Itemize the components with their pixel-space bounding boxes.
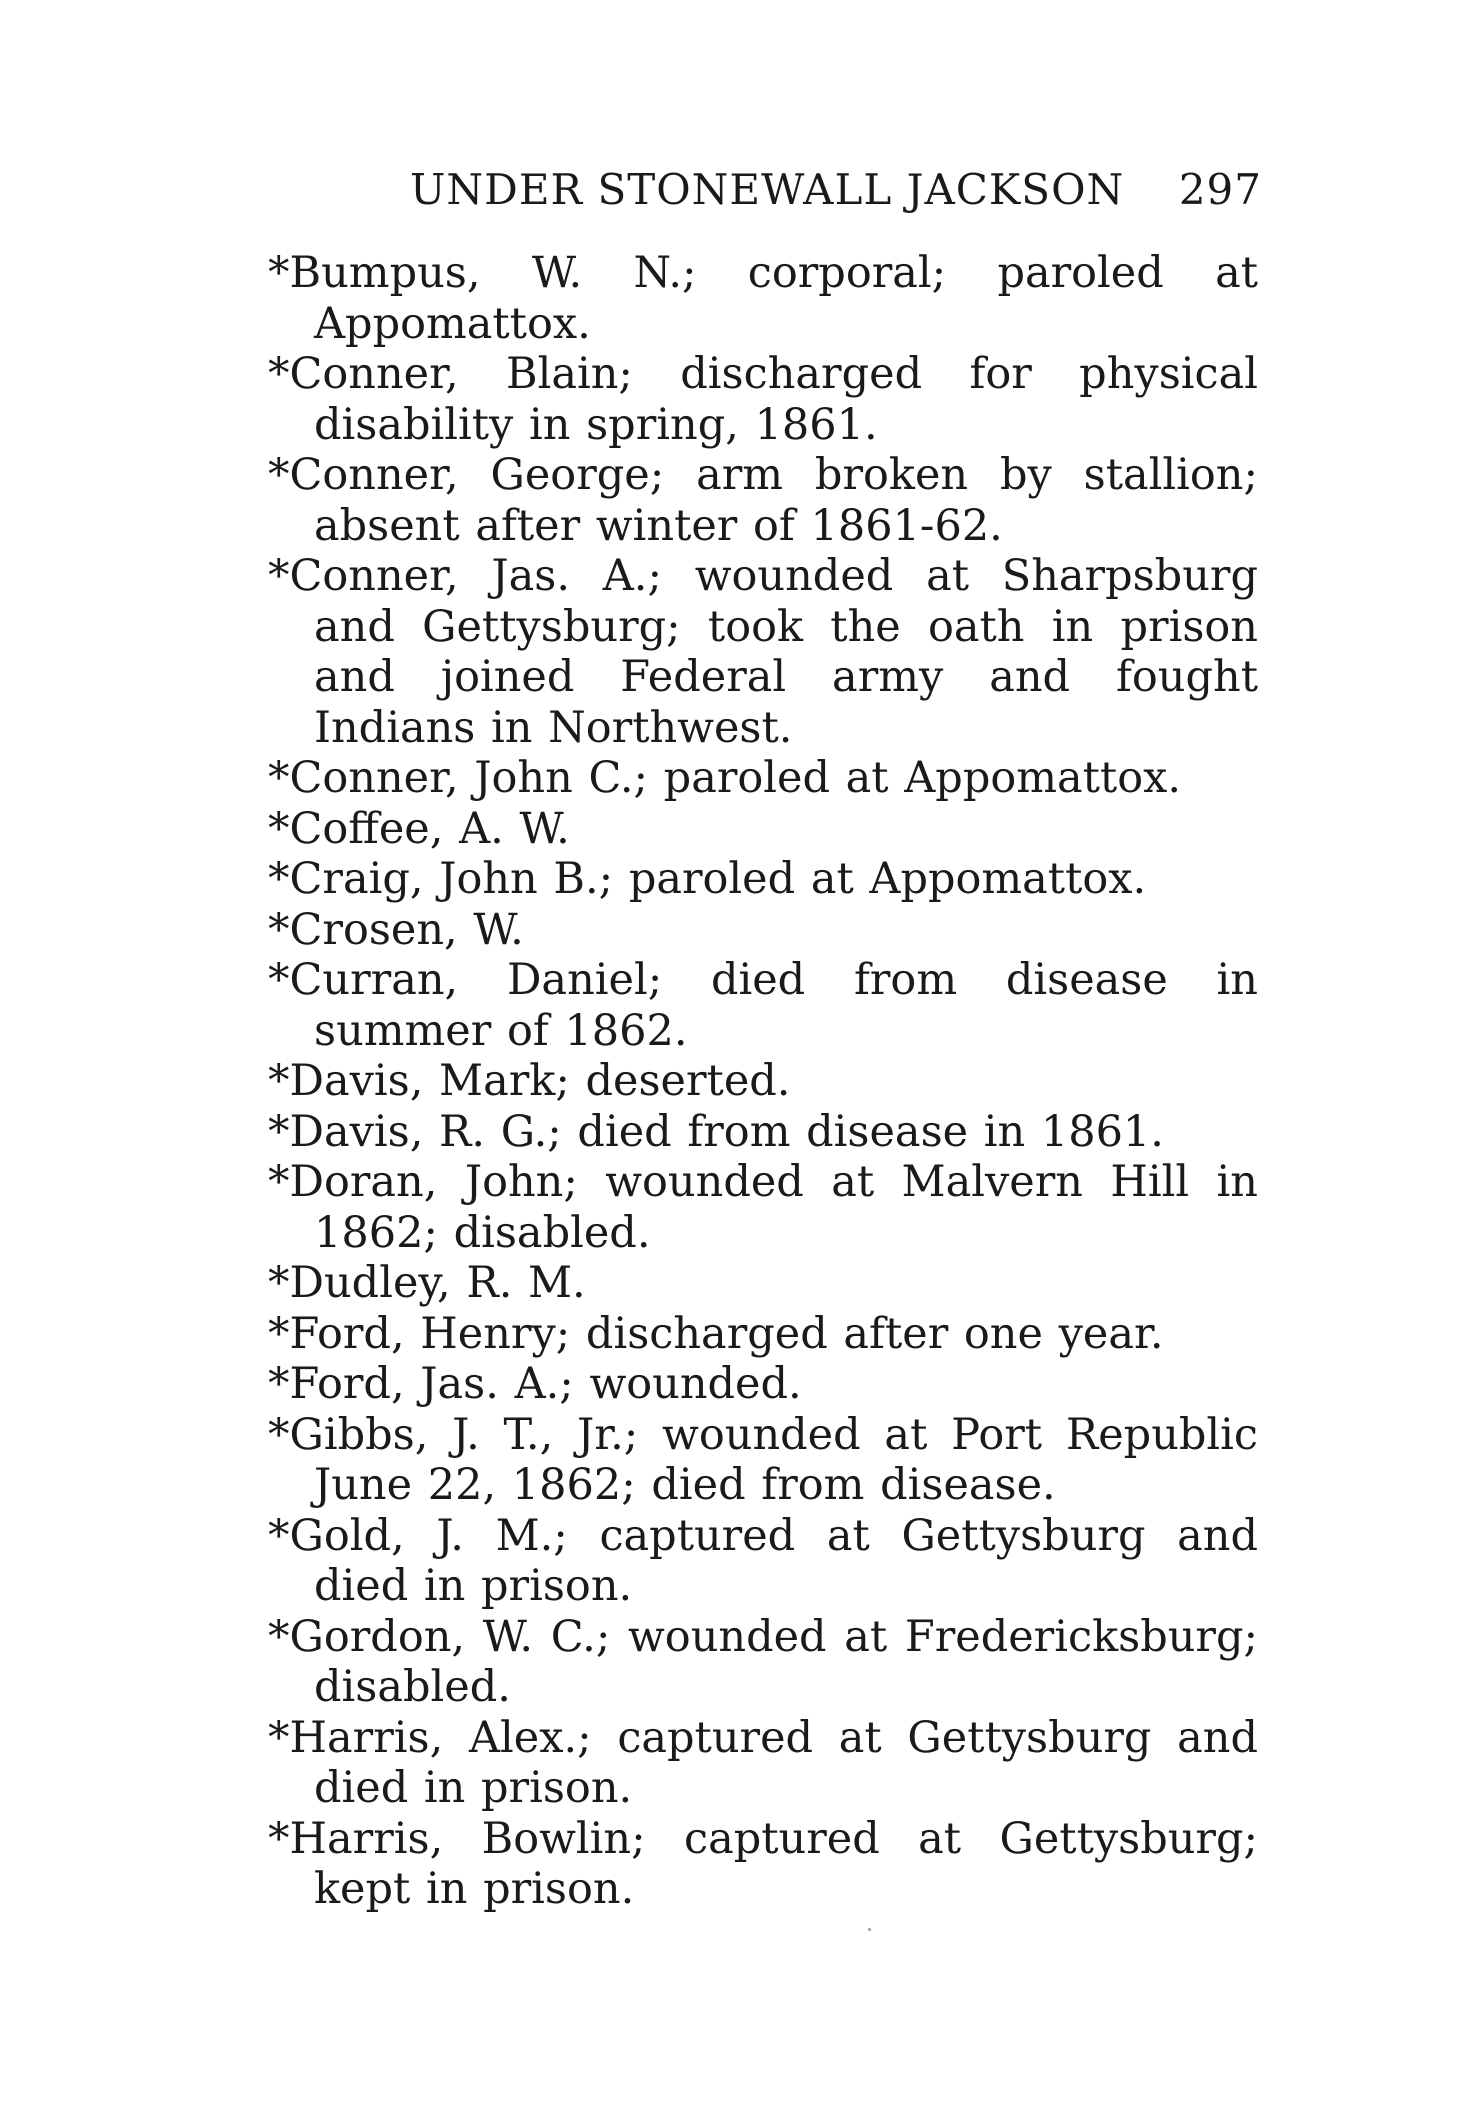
roster-entry: *Conner, George; arm broken by stallion; absent after winter of 1861-62. xyxy=(268,450,1258,551)
roster-entry: *Davis, Mark; deserted. xyxy=(268,1056,791,1106)
roster-entry: *Gold, J. M.; captured at Gettysburg and died in prison. xyxy=(268,1510,1258,1611)
roster-entry: *Doran, John; wounded at Malvern Hill in 1862; disabled. xyxy=(268,1157,1258,1258)
roster-entry: *Gibbs, J. T., Jr.; wounded at Port Republic June 22, 1862; died from disease. xyxy=(268,1409,1258,1510)
page-number: 297 xyxy=(1178,165,1262,214)
roster-entry: *Gordon, W. C.; wounded at Fredericksburg; disabled. xyxy=(268,1611,1258,1712)
roster-entry: *Bumpus, W. N.; corporal; paroled at Appomattox. xyxy=(268,248,1258,349)
roster-entry: *Conner, Jas. A.; wounded at Sharpsburg and Gettysburg; took the oath in prison and joined Federal army and fought Indians in Northwest. xyxy=(268,551,1258,753)
print-speck xyxy=(868,1928,871,1931)
roster-entry: *Crosen, W. xyxy=(268,904,524,955)
roster-entry: *Conner, John C.; paroled at Appomattox. xyxy=(268,753,1182,803)
running-title: UNDER STONEWALL JACKSON xyxy=(410,165,1125,214)
roster-entry: *Coffee, A. W. xyxy=(268,803,570,854)
roster-entry: *Conner, Blain; discharged for physical disability in spring, 1861. xyxy=(268,349,1258,450)
roster-entry: *Ford, Henry; discharged after one year. xyxy=(268,1308,1164,1359)
roster-entry: *Davis, R. G.; died from disease in 1861. xyxy=(268,1106,1164,1157)
roster-entry: *Harris, Bowlin; captured at Gettysburg; kept in prison. xyxy=(268,1813,1258,1914)
roster-entry: *Craig, John B.; paroled at Appomattox. xyxy=(268,854,1147,904)
roster-entry: *Harris, Alex.; captured at Gettysburg and died in prison. xyxy=(268,1712,1258,1813)
roster-list xyxy=(268,248,1258,1915)
roster-entry: *Ford, Jas. A.; wounded. xyxy=(268,1359,802,1409)
running-head xyxy=(410,162,1262,218)
roster-entry: *Dudley, R. M. xyxy=(268,1258,586,1308)
roster-entry: *Curran, Daniel; died from disease in summer of 1862. xyxy=(268,955,1258,1056)
